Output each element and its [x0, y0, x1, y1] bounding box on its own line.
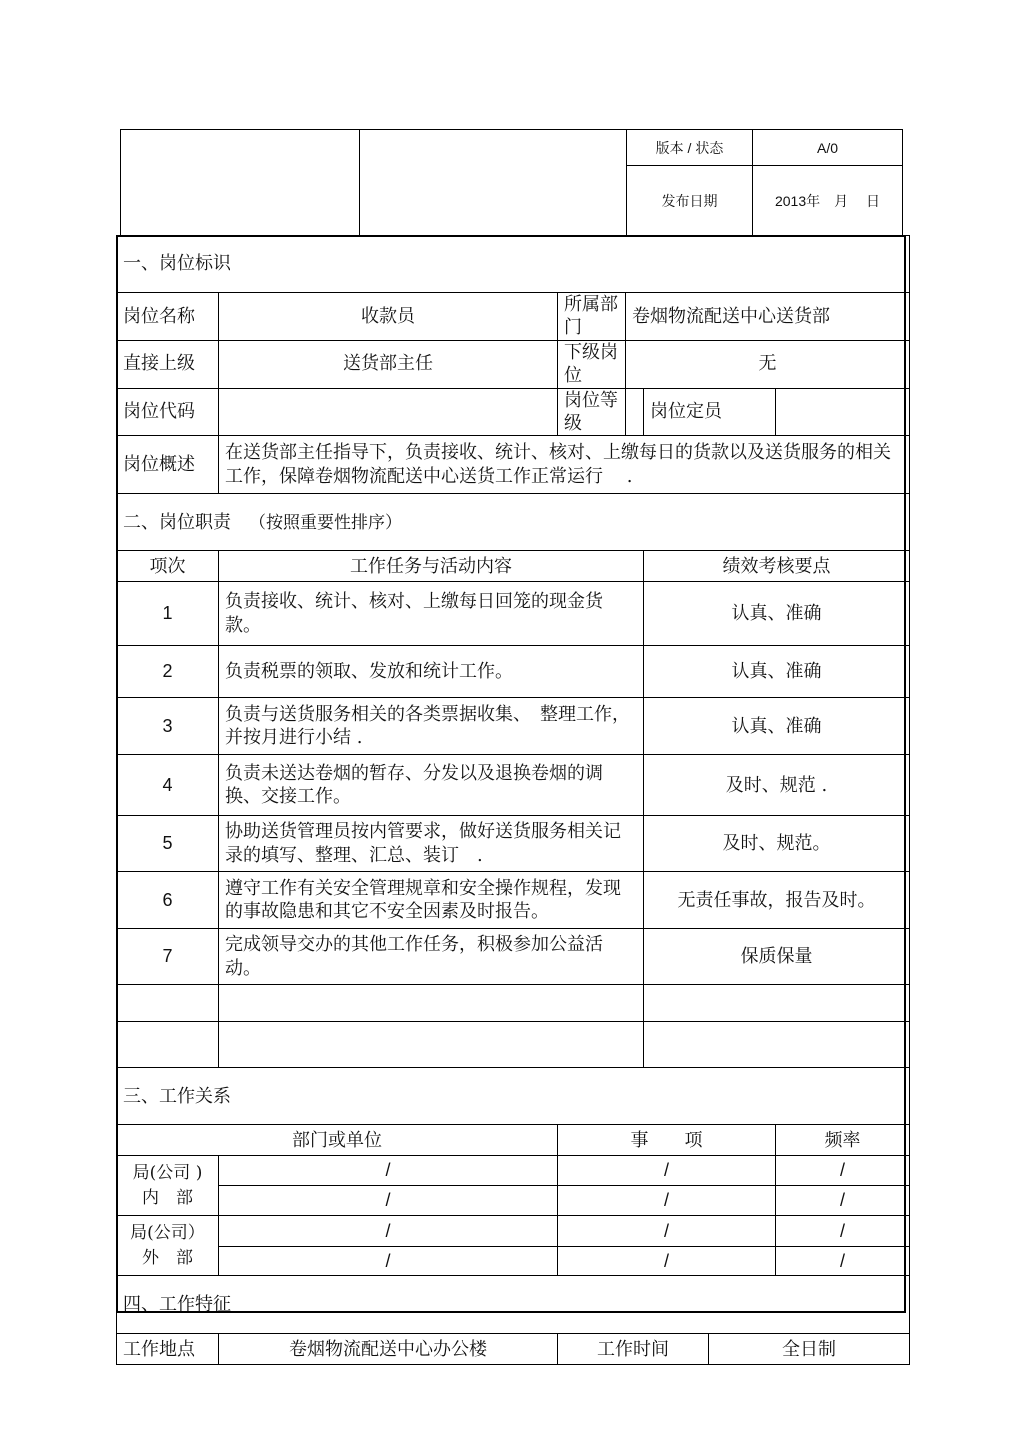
internal-freq-1: / [776, 1156, 910, 1186]
col-kpi-header: 绩效考核要点 [644, 551, 910, 582]
grade-value [626, 388, 644, 436]
external-unit-1: / [219, 1216, 558, 1247]
internal-unit-2: / [219, 1186, 558, 1216]
section-duties-title [117, 494, 910, 551]
document-header [120, 129, 903, 236]
duty-number: 7 [117, 929, 219, 985]
duty-task: 负责未送达卷烟的暂存、分发以及退换卷烟的调换、交接工作。 [219, 755, 644, 816]
external-matter-2: / [558, 1247, 776, 1276]
col-item-header: 项次 [117, 551, 219, 582]
job-description-form [116, 235, 910, 1365]
empty-cell [117, 985, 219, 1022]
col-unit-header: 部门或单位 [117, 1125, 558, 1156]
hours-label: 工作时间 [558, 1334, 709, 1365]
headcount-value [776, 388, 910, 436]
col-matter-header: 事 项 [558, 1125, 776, 1156]
duty-number: 1 [117, 582, 219, 646]
subordinate-value: 无 [626, 340, 910, 388]
duty-kpi: 及时、规范 . [644, 755, 910, 816]
hours-value: 全日制 [709, 1334, 910, 1365]
col-freq-header: 频率 [776, 1125, 910, 1156]
department-value: 卷烟物流配送中心送货部 [626, 293, 910, 341]
internal-matter-1: / [558, 1156, 776, 1186]
table-row [117, 698, 910, 755]
department-label: 所属部门 [558, 293, 626, 341]
subordinate-label: 下级岗位 [558, 340, 626, 388]
external-freq-1: / [776, 1216, 910, 1247]
internal-matter-2: / [558, 1186, 776, 1216]
duty-task: 完成领导交办的其他工作任务，积极参加公益活动。 [219, 929, 644, 985]
table-row [117, 872, 910, 929]
external-unit-2: / [219, 1247, 558, 1276]
table-row [117, 985, 910, 1022]
table-row [117, 582, 910, 646]
duty-kpi: 无责任事故，报告及时。 [644, 872, 910, 929]
date-value: 2013年 月 日 [753, 166, 903, 236]
duty-task: 负责与送货服务相关的各类票据收集、 整理工作，并按月进行小结 . [219, 698, 644, 755]
col-task-header: 工作任务与活动内容 [219, 551, 644, 582]
section-relations-title: 三、工作关系 [117, 1068, 910, 1125]
code-value [219, 388, 558, 436]
duty-number: 6 [117, 872, 219, 929]
duty-number: 5 [117, 816, 219, 872]
duty-number: 4 [117, 755, 219, 816]
internal-unit-1: / [219, 1156, 558, 1186]
duty-kpi: 及时、规范。 [644, 816, 910, 872]
code-label: 岗位代码 [117, 388, 219, 436]
duty-task: 负责接收、统计、核对、上缴每日回笼的现金货款。 [219, 582, 644, 646]
grade-label: 岗位等级 [558, 388, 626, 436]
summary-label: 岗位概述 [117, 436, 219, 494]
internal-freq-2: / [776, 1186, 910, 1216]
superior-label: 直接上级 [117, 340, 219, 388]
position-name-label: 岗位名称 [117, 293, 219, 341]
external-label-line2: 外 部 [142, 1247, 193, 1268]
duty-task: 协助送货管理员按内管要求，做好送货服务相关记录的填写、整理、汇总、装订 . [219, 816, 644, 872]
external-freq-2: / [776, 1247, 910, 1276]
empty-cell [219, 1022, 644, 1068]
table-row [117, 816, 910, 872]
section-features-title: 四、工作特征 [117, 1276, 910, 1334]
title-cell [360, 130, 627, 236]
duty-kpi: 认真、准确 [644, 698, 910, 755]
section-duties-subtitle: （按照重要性排序） [249, 512, 402, 533]
duty-kpi: 保质保量 [644, 929, 910, 985]
table-row [117, 646, 910, 698]
table-row [117, 929, 910, 985]
external-matter-1: / [558, 1216, 776, 1247]
empty-cell [219, 985, 644, 1022]
version-label: 版本 / 状态 [627, 130, 753, 166]
empty-cell [644, 985, 910, 1022]
version-value: A/0 [753, 130, 903, 166]
location-value: 卷烟物流配送中心办公楼 [219, 1334, 558, 1365]
external-label-line1: 局(公司） [130, 1223, 205, 1244]
duty-task: 遵守工作有关安全管理规章和安全操作规程，发现的事故隐患和其它不安全因素及时报告。 [219, 872, 644, 929]
table-row [117, 1022, 910, 1068]
internal-label-line2: 内 部 [142, 1187, 193, 1208]
duty-number: 3 [117, 698, 219, 755]
duty-task: 负责税票的领取、发放和统计工作。 [219, 646, 644, 698]
logo-cell [121, 130, 360, 236]
location-label: 工作地点 [117, 1334, 219, 1365]
internal-label [117, 1156, 219, 1216]
section-identification-title: 一、岗位标识 [117, 236, 910, 293]
summary-value: 在送货部主任指导下，负责接收、统计、核对、上缴每日的货款以及送货服务的相关工作，保障卷烟物流配送中心送货工作正常运行 . [219, 436, 910, 494]
position-name-value: 收款员 [219, 293, 558, 341]
superior-value: 送货部主任 [219, 340, 558, 388]
duty-kpi: 认真、准确 [644, 646, 910, 698]
duty-number: 2 [117, 646, 219, 698]
table-row [117, 755, 910, 816]
date-label: 发布日期 [627, 166, 753, 236]
internal-label-line1: 局(公司 ) [132, 1163, 203, 1184]
section-duties-heading: 二、岗位职责 [123, 511, 231, 533]
external-label [117, 1216, 219, 1276]
empty-cell [117, 1022, 219, 1068]
empty-cell [644, 1022, 910, 1068]
headcount-label: 岗位定员 [644, 388, 776, 436]
duty-kpi: 认真、准确 [644, 582, 910, 646]
